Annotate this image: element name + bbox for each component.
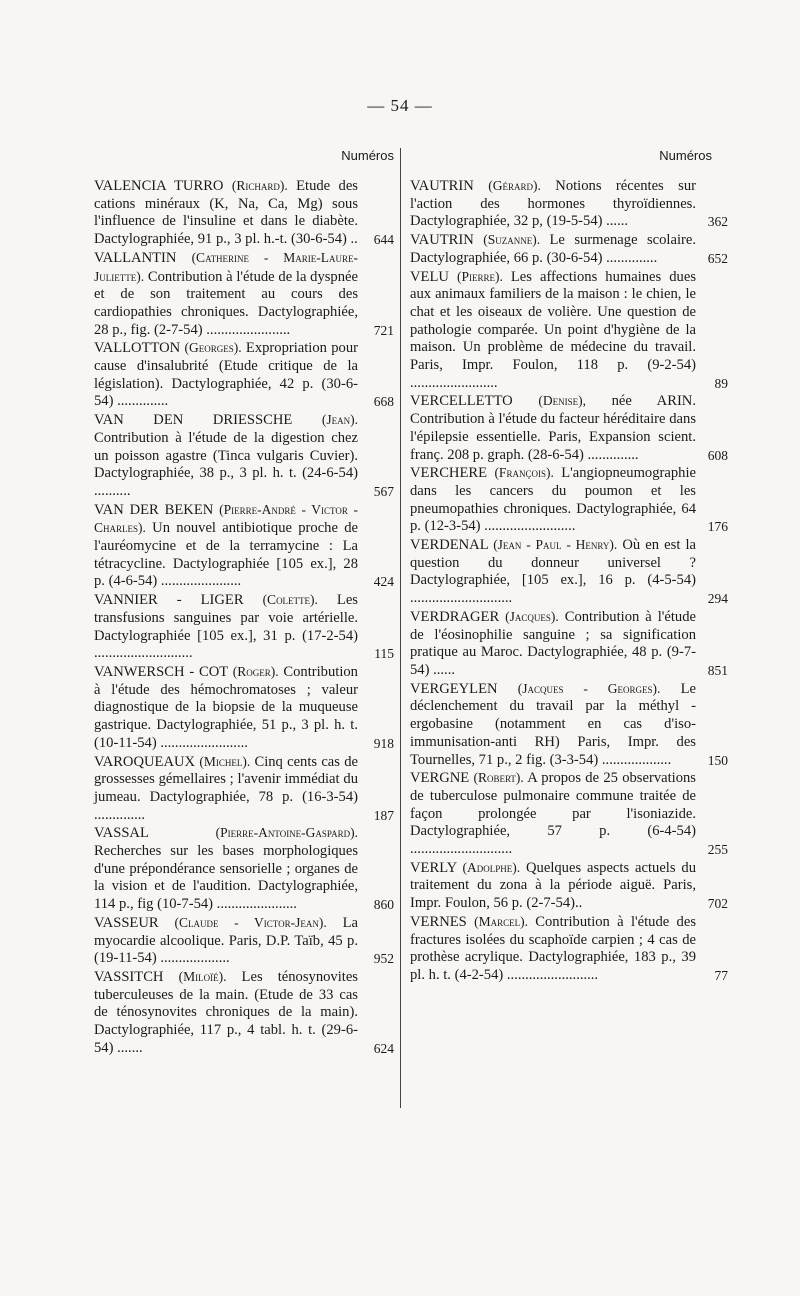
entry-number: 115	[374, 646, 394, 662]
index-entry	[410, 231, 728, 267]
index-entry	[94, 968, 394, 1058]
entry-number: 668	[373, 394, 394, 410]
index-entry	[410, 913, 728, 985]
entry-description: Contribution à l'étude de la digestion chez un poisson agastre (Tinca vulgaris Cuvier). Dactylographiée, 38 p., 3 pl. h. t. (24-6-54) ..........	[94, 429, 358, 499]
entry-given-name: (Gérard).	[488, 178, 541, 193]
entry-number: 567	[373, 483, 394, 499]
entry-author: VERCHERE	[410, 465, 488, 482]
entry-author: VELU	[410, 268, 449, 285]
entry-number: 255	[707, 842, 728, 858]
entry-number: 89	[714, 375, 728, 391]
entry-description: Les transfusions sanguines par voie artérielle. Dactylographiée [105 ex.], 31 p. (17-2-54) ...........................	[94, 592, 358, 662]
entry-description: Le déclenchement du travail par la méthyl - ergobasine (notamment en cas d'iso-immunisation-anti RH) Paris, Impr. des Tournelles, 71 p., 2 fig. (3-3-54) ...................	[410, 680, 697, 768]
index-entry	[94, 824, 394, 914]
index-entry	[94, 591, 394, 663]
page-number: — 54 —	[367, 96, 433, 115]
index-entry	[410, 536, 728, 608]
entry-author: VASSITCH	[94, 968, 164, 985]
entry-description: Contribution à l'étude de la dyspnée et de son traitement au cours des cardiopathies chroniques. Dactylographiée, 28 p., fig. (2-7-54) .......................	[94, 268, 358, 338]
entry-given-name: (Catherine - Marie-Laure-Juliette).	[94, 249, 358, 284]
entry-given-name: (Jacques - Georges).	[517, 680, 661, 696]
entry-number: 77	[714, 967, 728, 983]
index-entry	[94, 914, 394, 968]
entry-given-name: (Claude - Victor-Jean).	[174, 914, 327, 930]
left-column	[94, 148, 394, 1057]
column-divider	[400, 148, 401, 1108]
entry-author: VERDENAL	[410, 537, 489, 554]
entry-author: VANNIER - LIGER	[94, 592, 244, 609]
index-entry	[94, 663, 394, 753]
entry-given-name: (Miloïé).	[178, 968, 227, 984]
entry-number: 424	[373, 574, 394, 590]
index-entry	[94, 753, 394, 825]
index-entry	[410, 464, 728, 536]
entry-number: 952	[373, 951, 394, 967]
entry-given-name: (Jacques).	[505, 608, 559, 624]
entry-number: 150	[707, 752, 728, 768]
entry-number: 624	[373, 1040, 394, 1056]
entry-given-name: (Pierre-André - Victor - Charles).	[94, 501, 358, 536]
entry-author: VASSAL	[94, 825, 149, 842]
index-entry	[410, 608, 728, 680]
entry-given-name: (Denise),	[538, 393, 586, 409]
index-entry	[94, 411, 394, 501]
entry-description: La myocardie alcoolique. Paris, D.P. Taïb, 45 p. (19-11-54) ...................	[94, 914, 358, 967]
entry-description: Un nouvel antibiotique proche de l'auréomycine et de la terramycine : La tétracycline. Dactylographiée [105 ex.], 28 p. (4-6-54) ......................	[94, 520, 358, 590]
right-column	[410, 148, 728, 985]
entry-given-name: (Michel).	[199, 753, 251, 769]
entry-given-name: (Jean).	[321, 412, 358, 428]
entry-given-name: (Adolphe).	[462, 859, 521, 875]
entry-description: Où en est la question du donneur universel ? Dactylographiée, [105 ex.], 16 p. (4-5-54) ............................	[410, 537, 696, 607]
entry-author: VALLOTTON	[94, 340, 181, 357]
right-column-header: Numéros	[659, 148, 712, 163]
entry-number: 362	[707, 214, 728, 230]
index-entry	[410, 680, 728, 770]
entry-given-name: (Pierre).	[456, 268, 503, 284]
entry-author: VASSEUR	[94, 914, 159, 931]
entry-given-name: (Roger).	[232, 663, 279, 679]
index-entry	[94, 177, 394, 249]
index-entry	[410, 392, 728, 464]
entry-number: 294	[707, 591, 728, 607]
entry-author: VAN DEN DRIESSCHE	[94, 412, 293, 429]
entry-description: Les ténosynovites tuberculeuses de la main. (Etude de 33 cas de ténosynovites chroniques de la main). Dactylographiée, 117 p., 4 tabl. h. t. (29-6-54) .......	[94, 968, 358, 1056]
entry-description: Contribution à l'étude des fractures isolées du scaphoïde carpien ; 4 cas de prothèse acrylique. Dactylographiée, 183 p., 39 pl. h. t. (4-2-54) .........................	[410, 913, 696, 983]
entry-number: 860	[373, 897, 394, 913]
entry-author: VAN DER BEKEN	[94, 501, 214, 518]
entry-author: VAUTRIN	[410, 178, 474, 194]
entry-description: Expropriation pour cause d'insalubrité (Etude critique de la législation). Dactylographiée, 42 p. (30-6-54) ..............	[94, 340, 358, 410]
entry-given-name: (Richard).	[231, 178, 288, 193]
index-entry	[94, 249, 394, 340]
entry-description: L'angiopneumographie dans les cancers du poumon et les pneumopathies chroniques. Dactylographiée, 64 p. (12-3-54) .........................	[410, 465, 696, 535]
entry-number: 176	[707, 519, 728, 535]
entry-given-name: (Jean - Paul - Henry).	[493, 537, 618, 553]
entry-given-name: (Georges).	[184, 340, 242, 356]
entry-given-name: (Robert).	[473, 770, 524, 786]
entry-author: VALENCIA TURRO	[94, 178, 224, 194]
entry-author: VERNES	[410, 913, 467, 930]
entry-author: VERGEYLEN	[410, 680, 498, 697]
entry-number: 851	[707, 662, 728, 678]
index-entry	[94, 339, 394, 411]
entry-author: VERDRAGER	[410, 608, 500, 625]
entry-description: Etude des cations minéraux (K, Na, Ca, Mg) sous l'influence de l'insuline et dans le diabète. Dactylographiée, 91 p., 3 pl. h.-t. (30-6-54) ..	[94, 178, 358, 248]
index-entry	[410, 268, 728, 393]
entry-author: VAUTRIN	[410, 232, 474, 249]
entry-description: Cinq cents cas de grossesses gémellaires ; l'avenir immédiat du jumeau. Dactylographiée, 78 p. (16-3-54) ..............	[94, 753, 358, 823]
entry-author: VERGNE	[410, 770, 470, 787]
entry-description: Contribution à l'étude des hémochromatoses ; valeur diagnostique de la biopsie de la muqueuse gastrique. Dactylographiée, 51 p., 3 pl. h. t. (10-11-54) ........................	[94, 663, 358, 751]
entry-given-name: (Suzanne).	[483, 232, 541, 248]
entry-number: 652	[707, 250, 728, 266]
left-column-header: Numéros	[341, 148, 394, 163]
entry-number: 644	[373, 232, 394, 248]
entry-author: VALLANTIN	[94, 249, 177, 266]
entry-given-name: (Marcel).	[474, 913, 528, 929]
entry-description: A propos de 25 observations de tuberculose pulmonaire commune traitée de façon prolongée par l'isoniazide. Dactylographiée, 57 p. (6-4-54) ............................	[410, 770, 696, 858]
entry-number: 721	[373, 322, 394, 338]
right-entry-list	[410, 177, 728, 985]
entry-given-name: (Pierre-Antoine-Gaspard).	[215, 825, 358, 841]
entry-author: VANWERSCH - COT	[94, 663, 228, 680]
entry-number: 608	[707, 447, 728, 463]
index-entry	[410, 859, 728, 913]
entry-description: Contribution à l'étude de l'éosinophilie sanguine ; sa signification pratique au Maroc. Dactylographiée, 48 p. (9-7-54) ......	[410, 608, 696, 678]
entry-given-name: (Colette).	[262, 592, 318, 608]
entry-given-name: (François).	[494, 465, 554, 481]
entry-description: Recherches sur les bases morphologiques d'une prépondérance sensorielle ; organes de la vision et de l'audition. Dactylographiée, 114 p., fig (10-7-54) ......................	[94, 843, 358, 913]
entry-description: Le surmenage scolaire. Dactylographiée, 66 p. (30-6-54) ..............	[410, 232, 696, 266]
entry-number: 918	[373, 735, 394, 751]
entry-author: VAROQUEAUX	[94, 753, 196, 770]
entry-description: Quelques aspects actuels du traitement du zona à la période aiguë. Paris, Impr. Foulon, 56 p. (2-7-54)..	[410, 859, 696, 912]
index-entry	[410, 177, 728, 231]
entry-description: Notions récentes sur l'action des hormones thyroïdiennes. Dactylographiée, 32 p, (19-5-54) ......	[410, 178, 696, 230]
entry-author: VERCELLETTO	[410, 393, 513, 410]
entry-description: Les affections humaines dues aux animaux familiers de la maison : le chien, le chat et les oiseaux de volière. Une question de pathologie comparée. Un point d'hygiène de la maison. Un problème de médecine du travail. Paris, Impr. Foulon, 118 p. (9-2-54) ........................	[410, 268, 696, 391]
left-entry-list	[94, 177, 394, 1057]
index-entry	[94, 501, 394, 592]
entry-description: née ARIN. Contribution à l'étude du facteur héréditaire dans l'épilepsie essentielle. Paris, Expansion scient. franç. 208 p. graph. (28-6-54) ..............	[410, 393, 696, 463]
entry-author: VERLY	[410, 859, 457, 876]
entry-number: 702	[707, 896, 728, 912]
index-entry	[410, 769, 728, 859]
entry-number: 187	[373, 807, 394, 823]
